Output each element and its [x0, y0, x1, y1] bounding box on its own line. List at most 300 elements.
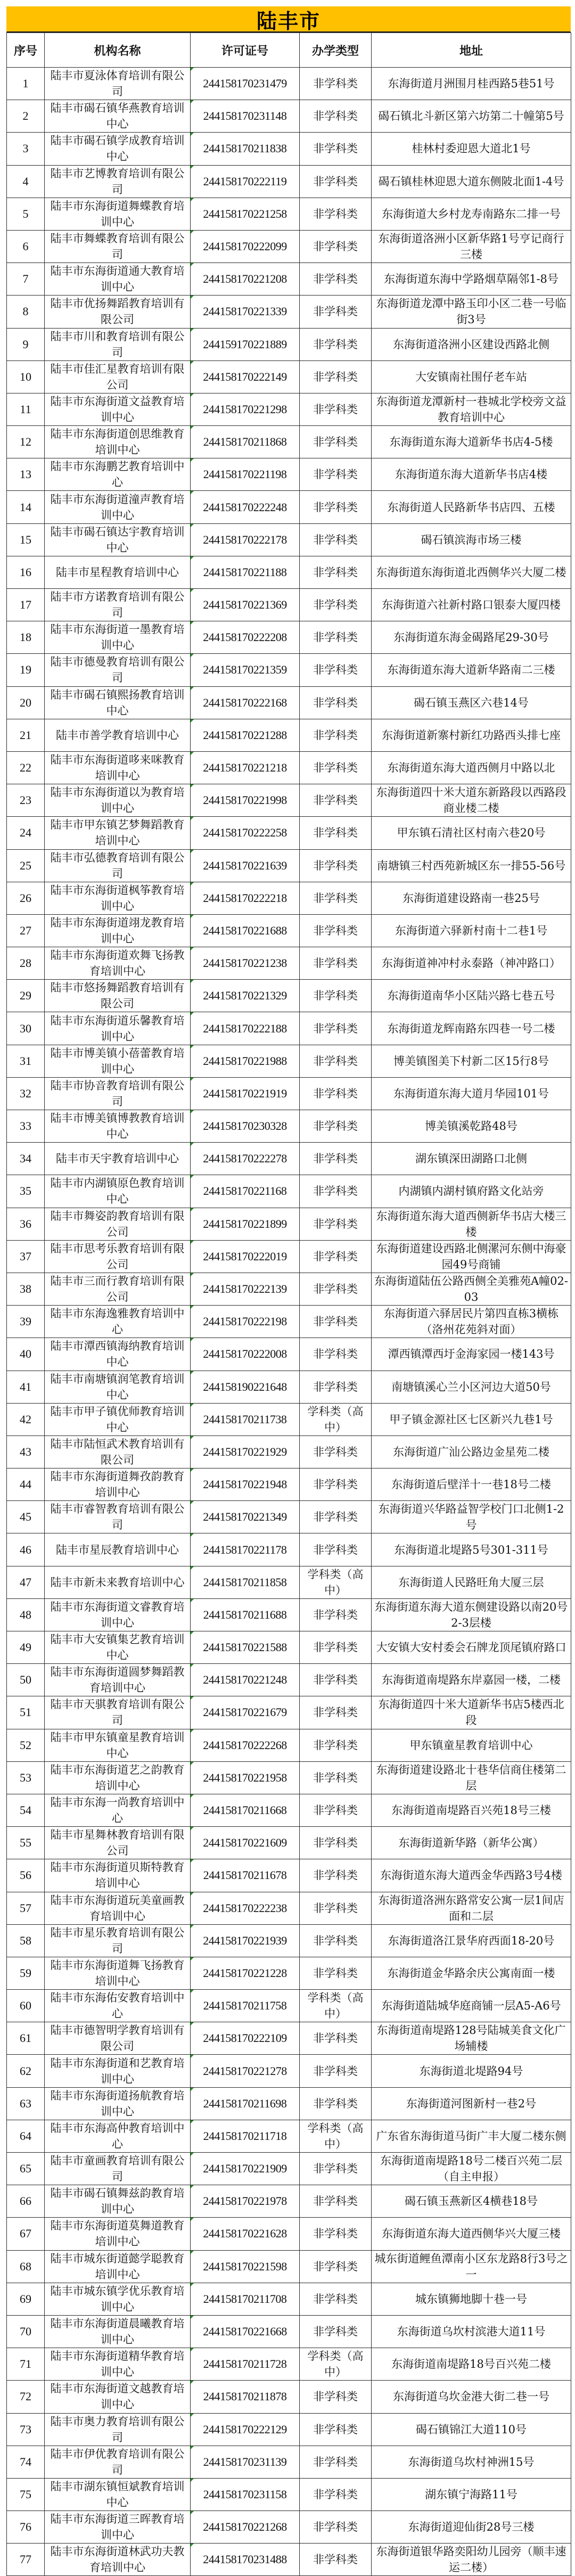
- row-type[interactable]: 学科类（高中）: [300, 1403, 372, 1435]
- header-seq[interactable]: 序号: [7, 33, 45, 68]
- row-name[interactable]: 陆丰市睿智教育培训有限公司: [45, 1501, 191, 1533]
- row-license[interactable]: 244158170221688: [191, 914, 300, 947]
- row-name[interactable]: 陆丰市三而行教育培训有限公司: [45, 1273, 191, 1305]
- row-name[interactable]: 陆丰市东海鹏艺教育培训中心: [45, 458, 191, 491]
- row-name[interactable]: 陆丰市东海街道艺之韵教育培训中心: [45, 1761, 191, 1794]
- row-license[interactable]: 244158170222139: [191, 1273, 300, 1305]
- row-license[interactable]: 244158170231158: [191, 2478, 300, 2511]
- row-name[interactable]: 陆丰市方诺教育培训有限公司: [45, 589, 191, 621]
- row-license[interactable]: 244158170222238: [191, 1892, 300, 1924]
- row-type[interactable]: 非学科类: [300, 1077, 372, 1110]
- row-type[interactable]: 非学科类: [300, 1273, 372, 1305]
- row-license[interactable]: 244158170221188: [191, 556, 300, 588]
- row-seq[interactable]: 67: [7, 2218, 45, 2250]
- row-name[interactable]: 陆丰市东海街道潼声教育培训中心: [45, 491, 191, 523]
- row-type[interactable]: 非学科类: [300, 263, 372, 296]
- row-seq[interactable]: 20: [7, 686, 45, 719]
- row-address[interactable]: 东海街道洛洲东路常安公寓一层1间店面和二层: [372, 1892, 571, 1924]
- row-license[interactable]: 244158170221628: [191, 2218, 300, 2250]
- row-address[interactable]: 博美镇溪乾路48号: [372, 1110, 571, 1143]
- row-name[interactable]: 陆丰市星舞林教育培训有限公司: [45, 1827, 191, 1859]
- row-name[interactable]: 陆丰市东海街道一墨教育培训中心: [45, 621, 191, 654]
- row-name[interactable]: 陆丰市东海街道扬航教育培训中心: [45, 2087, 191, 2120]
- row-address[interactable]: 东海街道南堤路18号百兴苑二楼: [372, 2348, 571, 2381]
- row-seq[interactable]: 51: [7, 1696, 45, 1729]
- row-name[interactable]: 陆丰市东海街道和艺教育培训中心: [45, 2055, 191, 2087]
- row-address[interactable]: 广东省东海街道马街广丰大厦二楼东侧: [372, 2120, 571, 2152]
- row-seq[interactable]: 17: [7, 589, 45, 621]
- row-name[interactable]: 陆丰市博美镇博教教育培训中心: [45, 1110, 191, 1143]
- row-name[interactable]: 陆丰市碣石镇华燕教育培训中心: [45, 100, 191, 133]
- row-seq[interactable]: 36: [7, 1208, 45, 1240]
- row-type[interactable]: 非学科类: [300, 458, 372, 491]
- row-type[interactable]: 非学科类: [300, 1110, 372, 1143]
- row-license[interactable]: 244158170221948: [191, 1469, 300, 1501]
- row-seq[interactable]: 6: [7, 230, 45, 262]
- row-type[interactable]: 非学科类: [300, 1175, 372, 1208]
- row-type[interactable]: 非学科类: [300, 1892, 372, 1924]
- row-seq[interactable]: 48: [7, 1598, 45, 1631]
- row-type[interactable]: 非学科类: [300, 2511, 372, 2544]
- row-address[interactable]: 东海街道六社新村路口银泰大厦四楼: [372, 589, 571, 621]
- row-type[interactable]: 非学科类: [300, 784, 372, 817]
- row-type[interactable]: 非学科类: [300, 426, 372, 458]
- row-type[interactable]: 非学科类: [300, 817, 372, 849]
- row-license[interactable]: 244158170221919: [191, 1077, 300, 1110]
- row-name[interactable]: 陆丰市舞姿韵教育培训有限公司: [45, 1208, 191, 1240]
- row-address[interactable]: 内湖镇内湖村镇府路文化站旁: [372, 1175, 571, 1208]
- row-license[interactable]: 244158170221198: [191, 458, 300, 491]
- row-address[interactable]: 东海街道南堤路百兴苑18号三楼: [372, 1794, 571, 1826]
- row-name[interactable]: 陆丰市艺博教育培训有限公司: [45, 165, 191, 198]
- row-address[interactable]: 东海街道乌坎村滨港大道11号: [372, 2315, 571, 2348]
- row-license[interactable]: 244158170211698: [191, 2087, 300, 2120]
- row-seq[interactable]: 4: [7, 165, 45, 198]
- header-address[interactable]: 地址: [372, 33, 571, 68]
- row-address[interactable]: 东海街道陆伍公路西侧全美雅苑A幢02-03: [372, 1273, 571, 1305]
- row-name[interactable]: 陆丰市东海街道三晖教育培训中心: [45, 2511, 191, 2544]
- row-seq[interactable]: 45: [7, 1501, 45, 1533]
- row-name[interactable]: 陆丰市潭西镇海纳教育培训中心: [45, 1338, 191, 1371]
- row-name[interactable]: 陆丰市东海街道以为教育培训中心: [45, 784, 191, 817]
- row-type[interactable]: 非学科类: [300, 1338, 372, 1371]
- row-name[interactable]: 陆丰市东海街道乐馨教育培训中心: [45, 1012, 191, 1045]
- row-license[interactable]: 244158170221278: [191, 2055, 300, 2087]
- row-address[interactable]: 桂林村委迎恩大道北1号: [372, 133, 571, 165]
- row-name[interactable]: 陆丰市东海街道莫舞道教育培训中心: [45, 2218, 191, 2250]
- row-address[interactable]: 碣石镇北斗新区第六坊第二十幢第5号: [372, 100, 571, 133]
- row-address[interactable]: 东海街道南堤路18号二楼百兴苑二层（自主申报）: [372, 2153, 571, 2185]
- row-address[interactable]: 东海街道月洲围月桂西路5巷51号: [372, 68, 571, 100]
- row-address[interactable]: 碣石镇滨海市场三楼: [372, 523, 571, 556]
- row-address[interactable]: 甲子镇金源社区七区新兴九巷1号: [372, 1403, 571, 1435]
- row-seq[interactable]: 42: [7, 1403, 45, 1435]
- row-license[interactable]: 244158170221958: [191, 1761, 300, 1794]
- row-type[interactable]: 非学科类: [300, 2283, 372, 2315]
- row-name[interactable]: 陆丰市新未来教育培训中心: [45, 1566, 191, 1598]
- row-type[interactable]: 非学科类: [300, 1827, 372, 1859]
- row-seq[interactable]: 26: [7, 882, 45, 914]
- row-type[interactable]: 非学科类: [300, 328, 372, 360]
- row-license[interactable]: 244158170211688: [191, 1598, 300, 1631]
- row-name[interactable]: 陆丰市东海街道舞蝶教育培训中心: [45, 198, 191, 230]
- row-license[interactable]: 244158170211878: [191, 2381, 300, 2413]
- row-license[interactable]: 244158170221909: [191, 2153, 300, 2185]
- row-seq[interactable]: 58: [7, 1924, 45, 1957]
- row-name[interactable]: 陆丰市伊优教育培训有限公司: [45, 2446, 191, 2478]
- row-license[interactable]: 244158170221178: [191, 1533, 300, 1566]
- row-address[interactable]: 东海街道东海大道新华书店4楼: [372, 458, 571, 491]
- row-address[interactable]: 东海街道六驿新村南十二巷1号: [372, 914, 571, 947]
- row-type[interactable]: 非学科类: [300, 296, 372, 328]
- row-seq[interactable]: 70: [7, 2315, 45, 2348]
- row-license[interactable]: 244158170222119: [191, 165, 300, 198]
- row-name[interactable]: 陆丰市思考乐教育培训有限公司: [45, 1240, 191, 1273]
- row-license[interactable]: 244158170230328: [191, 1110, 300, 1143]
- row-address[interactable]: 东海街道东海中学路烟草隔邻1-8号: [372, 263, 571, 296]
- row-type[interactable]: 非学科类: [300, 2055, 372, 2087]
- row-type[interactable]: 非学科类: [300, 523, 372, 556]
- row-name[interactable]: 陆丰市碣石镇学成教育培训中心: [45, 133, 191, 165]
- row-license[interactable]: 244158170221218: [191, 751, 300, 784]
- row-type[interactable]: 非学科类: [300, 980, 372, 1012]
- row-type[interactable]: 学科类（高中）: [300, 2348, 372, 2381]
- row-name[interactable]: 陆丰市东海高仲教育培训中心: [45, 2120, 191, 2152]
- row-type[interactable]: 非学科类: [300, 1501, 372, 1533]
- row-name[interactable]: 陆丰市东海街道贝斯特教育培训中心: [45, 1859, 191, 1892]
- row-license[interactable]: 244158170221369: [191, 589, 300, 621]
- row-seq[interactable]: 30: [7, 1012, 45, 1045]
- row-type[interactable]: 非学科类: [300, 1208, 372, 1240]
- row-type[interactable]: 非学科类: [300, 1696, 372, 1729]
- row-type[interactable]: 非学科类: [300, 1012, 372, 1045]
- row-license[interactable]: 244158170222178: [191, 523, 300, 556]
- row-license[interactable]: 244158170221988: [191, 1045, 300, 1077]
- row-type[interactable]: 学科类（高中）: [300, 2120, 372, 2152]
- row-seq[interactable]: 66: [7, 2185, 45, 2218]
- row-name[interactable]: 陆丰市东海街道创思维教育培训中心: [45, 426, 191, 458]
- row-license[interactable]: 244158170222278: [191, 1143, 300, 1175]
- row-seq[interactable]: 54: [7, 1794, 45, 1826]
- row-address[interactable]: 东海街道兴华路益智学校门口北侧1-2号: [372, 1501, 571, 1533]
- row-address[interactable]: 碣石镇桂林迎恩大道东侧陂北面1-4号: [372, 165, 571, 198]
- row-seq[interactable]: 5: [7, 198, 45, 230]
- row-address[interactable]: 东海街道东海大道西金华西路3号4楼: [372, 1859, 571, 1892]
- row-address[interactable]: 南塘镇溪心兰小区河边大道50号: [372, 1371, 571, 1403]
- row-name[interactable]: 陆丰市城东镇学优乐教育培训中心: [45, 2283, 191, 2315]
- row-type[interactable]: 非学科类: [300, 1859, 372, 1892]
- row-seq[interactable]: 57: [7, 1892, 45, 1924]
- row-type[interactable]: 非学科类: [300, 1469, 372, 1501]
- row-address[interactable]: 甲东镇童星教育培训中心: [372, 1729, 571, 1761]
- row-type[interactable]: 非学科类: [300, 1533, 372, 1566]
- row-name[interactable]: 陆丰市东海逸雅教育培训中心: [45, 1306, 191, 1338]
- row-name[interactable]: 陆丰市湖东镇恒斌教育培训中心: [45, 2478, 191, 2511]
- row-address[interactable]: 东海街道南华小区陆兴路七巷五号: [372, 980, 571, 1012]
- row-type[interactable]: 非学科类: [300, 491, 372, 523]
- row-seq[interactable]: 49: [7, 1631, 45, 1664]
- row-name[interactable]: 陆丰市大安镇集艺教育培训中心: [45, 1631, 191, 1664]
- row-address[interactable]: 甲东镇石清社区村南六巷20号: [372, 817, 571, 849]
- row-type[interactable]: 学科类（高中）: [300, 1990, 372, 2022]
- row-type[interactable]: 非学科类: [300, 230, 372, 262]
- row-name[interactable]: 陆丰市东海街道晨曦教育培训中心: [45, 2315, 191, 2348]
- row-address[interactable]: 东海街道银华路奕阳幼儿园旁（顺丰速运二楼）: [372, 2544, 571, 2576]
- row-name[interactable]: 陆丰市碣石镇达宇教育培训中心: [45, 523, 191, 556]
- row-license[interactable]: 244158170222019: [191, 1240, 300, 1273]
- row-type[interactable]: 非学科类: [300, 556, 372, 588]
- row-license[interactable]: 244158170221248: [191, 1664, 300, 1696]
- row-type[interactable]: 非学科类: [300, 360, 372, 393]
- row-license[interactable]: 244158170221228: [191, 1957, 300, 1989]
- row-seq[interactable]: 8: [7, 296, 45, 328]
- row-license[interactable]: 244158170221288: [191, 719, 300, 751]
- header-name[interactable]: 机构名称: [45, 33, 191, 68]
- row-name[interactable]: 陆丰市星辰教育培训中心: [45, 1533, 191, 1566]
- row-name[interactable]: 陆丰市天骐教育培训有限公司: [45, 1696, 191, 1729]
- row-address[interactable]: 城东街道鲤鱼潭南小区东龙路8行3号之一: [372, 2250, 571, 2283]
- row-name[interactable]: 陆丰市东海街道林武功夫教育培训中心: [45, 2544, 191, 2576]
- row-name[interactable]: 陆丰市德曼教育培训有限公司: [45, 654, 191, 686]
- row-name[interactable]: 陆丰市夏泳体育培训有限公司: [45, 68, 191, 100]
- row-license[interactable]: 244158170211708: [191, 2283, 300, 2315]
- row-seq[interactable]: 7: [7, 263, 45, 296]
- row-seq[interactable]: 14: [7, 491, 45, 523]
- row-name[interactable]: 陆丰市善学教育培训中心: [45, 719, 191, 751]
- row-seq[interactable]: 55: [7, 1827, 45, 1859]
- row-address[interactable]: 东海街道东海大道东侧建设路以南20号2-3层楼: [372, 1598, 571, 1631]
- row-type[interactable]: 非学科类: [300, 1306, 372, 1338]
- row-name[interactable]: 陆丰市东海街道文睿教育培训中心: [45, 1598, 191, 1631]
- row-name[interactable]: 陆丰市东海街道精华教育培训中心: [45, 2348, 191, 2381]
- row-license[interactable]: 244158170221598: [191, 2250, 300, 2283]
- row-address[interactable]: 碣石镇玉燕区六巷14号: [372, 686, 571, 719]
- row-seq[interactable]: 34: [7, 1143, 45, 1175]
- row-type[interactable]: 非学科类: [300, 1435, 372, 1468]
- row-name[interactable]: 陆丰市东海街道翊龙教育培训中心: [45, 914, 191, 947]
- row-name[interactable]: 陆丰市碣石镇舞兹韵教育培训中心: [45, 2185, 191, 2218]
- row-seq[interactable]: 18: [7, 621, 45, 654]
- row-address[interactable]: 东海街道人民路新华书店四、五楼: [372, 491, 571, 523]
- row-seq[interactable]: 28: [7, 947, 45, 980]
- row-address[interactable]: 东海街道南堤路128号陆城美食文化广场辅楼: [372, 2022, 571, 2055]
- row-name[interactable]: 陆丰市东海佑安教育培训中心: [45, 1990, 191, 2022]
- row-type[interactable]: 非学科类: [300, 2413, 372, 2446]
- row-license[interactable]: 244158170222248: [191, 491, 300, 523]
- row-address[interactable]: 东海街道乌坎金港大街二巷一号: [372, 2381, 571, 2413]
- row-license[interactable]: 244158170211758: [191, 1990, 300, 2022]
- row-type[interactable]: 非学科类: [300, 621, 372, 654]
- row-name[interactable]: 陆丰市东海街道文越教育培训中心: [45, 2381, 191, 2413]
- row-license[interactable]: 244158170221339: [191, 296, 300, 328]
- row-type[interactable]: 非学科类: [300, 393, 372, 425]
- header-type[interactable]: 办学类型: [300, 33, 372, 68]
- row-address[interactable]: 东海街道东海金碣路尾29-30号: [372, 621, 571, 654]
- row-seq[interactable]: 72: [7, 2381, 45, 2413]
- row-address[interactable]: 湖东镇深田湖路口北侧: [372, 1143, 571, 1175]
- row-name[interactable]: 陆丰市东海街道圆梦舞蹈教育培训中心: [45, 1664, 191, 1696]
- row-name[interactable]: 陆丰市陆恒武术教育培训有限公司: [45, 1435, 191, 1468]
- row-license[interactable]: 244158170211858: [191, 1566, 300, 1598]
- row-type[interactable]: 非学科类: [300, 2544, 372, 2576]
- row-license[interactable]: 244158170211718: [191, 2120, 300, 2152]
- row-address[interactable]: 东海街道建设路南一巷25号: [372, 882, 571, 914]
- row-address[interactable]: 东海街道四十米大道新华书店5楼西北段: [372, 1696, 571, 1729]
- row-license[interactable]: 244158170221359: [191, 654, 300, 686]
- row-address[interactable]: 东海街道乌坎村神洲15号: [372, 2446, 571, 2478]
- row-type[interactable]: 非学科类: [300, 1761, 372, 1794]
- row-name[interactable]: 陆丰市南塘镇润笔教育培训中心: [45, 1371, 191, 1403]
- row-seq[interactable]: 76: [7, 2511, 45, 2544]
- row-name[interactable]: 陆丰市协音教育培训有限公司: [45, 1077, 191, 1110]
- row-type[interactable]: 非学科类: [300, 1794, 372, 1826]
- row-seq[interactable]: 75: [7, 2478, 45, 2511]
- row-license[interactable]: 244158170221929: [191, 1435, 300, 1468]
- row-license[interactable]: 244158170221349: [191, 1501, 300, 1533]
- row-name[interactable]: 陆丰市天宇教育培训中心: [45, 1143, 191, 1175]
- row-seq[interactable]: 38: [7, 1273, 45, 1305]
- row-name[interactable]: 陆丰市东海街道玩美童画教育培训中心: [45, 1892, 191, 1924]
- row-seq[interactable]: 52: [7, 1729, 45, 1761]
- row-type[interactable]: 非学科类: [300, 68, 372, 100]
- row-address[interactable]: 东海街道龙潭中路玉印小区二巷一号临街3号: [372, 296, 571, 328]
- row-name[interactable]: 陆丰市奥力教育培训有限公司: [45, 2413, 191, 2446]
- row-type[interactable]: 非学科类: [300, 1598, 372, 1631]
- row-type[interactable]: 非学科类: [300, 2022, 372, 2055]
- row-name[interactable]: 陆丰市甲东镇艺梦舞蹈教育培训中心: [45, 817, 191, 849]
- row-license[interactable]: 244158170221978: [191, 2185, 300, 2218]
- row-address[interactable]: 东海街道北堤路5号301-311号: [372, 1533, 571, 1566]
- row-seq[interactable]: 47: [7, 1566, 45, 1598]
- row-type[interactable]: 非学科类: [300, 654, 372, 686]
- row-seq[interactable]: 32: [7, 1077, 45, 1110]
- row-type[interactable]: 非学科类: [300, 1143, 372, 1175]
- row-name[interactable]: 陆丰市甲东镇童星教育培训中心: [45, 1729, 191, 1761]
- row-license[interactable]: 244158170231479: [191, 68, 300, 100]
- row-address[interactable]: 东海街道新华路（新华公寓）: [372, 1827, 571, 1859]
- row-address[interactable]: 东海街道东海街道北西侧华兴大厦二楼: [372, 556, 571, 588]
- row-seq[interactable]: 71: [7, 2348, 45, 2381]
- row-seq[interactable]: 50: [7, 1664, 45, 1696]
- row-license[interactable]: 244158170222109: [191, 2022, 300, 2055]
- row-seq[interactable]: 37: [7, 1240, 45, 1273]
- row-type[interactable]: 非学科类: [300, 1924, 372, 1957]
- row-name[interactable]: 陆丰市童画教育培训有限公司: [45, 2153, 191, 2185]
- row-seq[interactable]: 2: [7, 100, 45, 133]
- row-seq[interactable]: 22: [7, 751, 45, 784]
- row-seq[interactable]: 59: [7, 1957, 45, 1989]
- row-address[interactable]: 东海街道河图新村一巷2号: [372, 2087, 571, 2120]
- row-type[interactable]: 非学科类: [300, 1045, 372, 1077]
- row-seq[interactable]: 41: [7, 1371, 45, 1403]
- row-type[interactable]: 非学科类: [300, 2381, 372, 2413]
- row-address[interactable]: 东海街道东海大道西侧月中路以北: [372, 751, 571, 784]
- row-seq[interactable]: 1: [7, 68, 45, 100]
- row-license[interactable]: 244158170222149: [191, 360, 300, 393]
- row-seq[interactable]: 23: [7, 784, 45, 817]
- row-seq[interactable]: 74: [7, 2446, 45, 2478]
- row-license[interactable]: 244158170222168: [191, 686, 300, 719]
- row-license[interactable]: 244158170222099: [191, 230, 300, 262]
- row-license[interactable]: 244158170211838: [191, 133, 300, 165]
- row-license[interactable]: 244158170222208: [191, 621, 300, 654]
- row-name[interactable]: 陆丰市东海街道舞孜韵教育培训中心: [45, 1469, 191, 1501]
- row-address[interactable]: 东海街道建设路北十巷华信商住楼第二层: [372, 1761, 571, 1794]
- row-seq[interactable]: 62: [7, 2055, 45, 2087]
- row-name[interactable]: 陆丰市星乐教育培训有限公司: [45, 1924, 191, 1957]
- row-license[interactable]: 244158170221268: [191, 2511, 300, 2544]
- row-name[interactable]: 陆丰市碣石镇熙扬教育培训中心: [45, 686, 191, 719]
- row-address[interactable]: 东海街道后壁洋十一巷18号二楼: [372, 1469, 571, 1501]
- row-seq[interactable]: 10: [7, 360, 45, 393]
- row-seq[interactable]: 15: [7, 523, 45, 556]
- row-seq[interactable]: 33: [7, 1110, 45, 1143]
- row-name[interactable]: 陆丰市东海街道欢舞飞扬教育培训中心: [45, 947, 191, 980]
- row-type[interactable]: 非学科类: [300, 947, 372, 980]
- row-type[interactable]: 非学科类: [300, 2218, 372, 2250]
- row-name[interactable]: 陆丰市城东街道懿学聪教育培训中心: [45, 2250, 191, 2283]
- row-address[interactable]: 城东镇狮地脚十巷一号: [372, 2283, 571, 2315]
- row-seq[interactable]: 69: [7, 2283, 45, 2315]
- row-address[interactable]: 东海街道龙辉南路东四巷一号二楼: [372, 1012, 571, 1045]
- row-name[interactable]: 陆丰市东海街道舞飞扬教育培训中心: [45, 1957, 191, 1989]
- row-address[interactable]: 东海街道金华路余庆公寓南面一楼: [372, 1957, 571, 1989]
- row-seq[interactable]: 11: [7, 393, 45, 425]
- row-type[interactable]: 非学科类: [300, 882, 372, 914]
- row-address[interactable]: 东海街道洛洲小区建设西路北侧: [372, 328, 571, 360]
- row-seq[interactable]: 65: [7, 2153, 45, 2185]
- row-address[interactable]: 博美镇图美下村新二区15行8号: [372, 1045, 571, 1077]
- row-seq[interactable]: 63: [7, 2087, 45, 2120]
- row-type[interactable]: 非学科类: [300, 165, 372, 198]
- row-seq[interactable]: 60: [7, 1990, 45, 2022]
- row-address[interactable]: 东海街道东海大道新华路南二三楼: [372, 654, 571, 686]
- row-seq[interactable]: 40: [7, 1338, 45, 1371]
- row-license[interactable]: 244158170222218: [191, 882, 300, 914]
- row-license[interactable]: 244158170221238: [191, 947, 300, 980]
- row-name[interactable]: 陆丰市川和教育培训有限公司: [45, 328, 191, 360]
- row-seq[interactable]: 44: [7, 1469, 45, 1501]
- row-seq[interactable]: 9: [7, 328, 45, 360]
- row-type[interactable]: 非学科类: [300, 1240, 372, 1273]
- row-address[interactable]: 湖东镇宁海路11号: [372, 2478, 571, 2511]
- row-seq[interactable]: 27: [7, 914, 45, 947]
- row-type[interactable]: 非学科类: [300, 2446, 372, 2478]
- row-address[interactable]: 东海街道迎仙街28号三楼: [372, 2511, 571, 2544]
- row-license[interactable]: 244158170211668: [191, 1794, 300, 1826]
- row-type[interactable]: 非学科类: [300, 914, 372, 947]
- row-license[interactable]: 244158170211678: [191, 1859, 300, 1892]
- row-license[interactable]: 244158170221998: [191, 784, 300, 817]
- row-type[interactable]: 非学科类: [300, 100, 372, 133]
- row-type[interactable]: 非学科类: [300, 2153, 372, 2185]
- row-address[interactable]: 东海街道龙潭新村一巷城北学校旁文益教育培训中心: [372, 393, 571, 425]
- row-address[interactable]: 东海街道人民路旺角大厦三层: [372, 1566, 571, 1598]
- row-license[interactable]: 244158170221939: [191, 1924, 300, 1957]
- row-name[interactable]: 陆丰市弘德教育培训有限公司: [45, 849, 191, 882]
- row-type[interactable]: 非学科类: [300, 2478, 372, 2511]
- row-seq[interactable]: 21: [7, 719, 45, 751]
- row-license[interactable]: 244158170221298: [191, 393, 300, 425]
- row-address[interactable]: 碣石镇玉燕新区4横巷18号: [372, 2185, 571, 2218]
- row-license[interactable]: 244159170221889: [191, 328, 300, 360]
- row-license[interactable]: 244158190221648: [191, 1371, 300, 1403]
- row-seq[interactable]: 3: [7, 133, 45, 165]
- row-type[interactable]: 非学科类: [300, 1729, 372, 1761]
- row-license[interactable]: 244158170221258: [191, 198, 300, 230]
- row-name[interactable]: 陆丰市优扬舞蹈教育培训有限公司: [45, 296, 191, 328]
- row-address[interactable]: 东海街道南堤路东岸嘉园一楼，二楼: [372, 1664, 571, 1696]
